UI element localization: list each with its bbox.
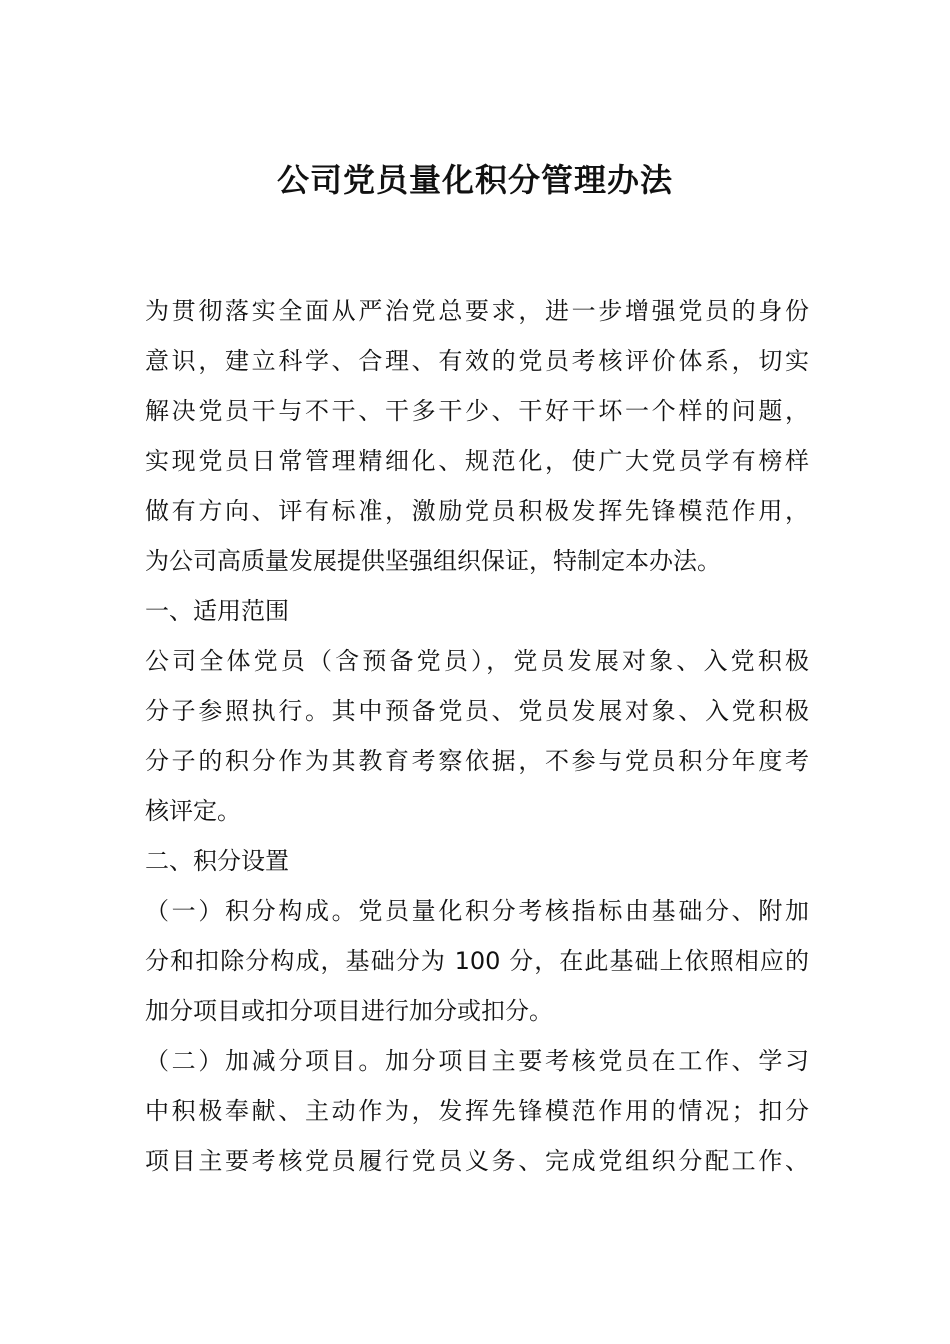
paragraph-line: 中积极奉献、主动作为，发挥先锋模范作用的情况；扣分 <box>145 1097 809 1125</box>
paragraph-line: （二）加减分项目。加分项目主要考核党员在工作、学习 <box>145 1047 809 1075</box>
section-heading: 二、积分设置 <box>145 847 289 875</box>
paragraph-line: 意识，建立科学、合理、有效的党员考核评价体系，切实 <box>145 347 809 375</box>
paragraph-line: 项目主要考核党员履行党员义务、完成党组织分配工作、 <box>145 1147 809 1175</box>
paragraph-line: 为贯彻落实全面从严治党总要求，进一步增强党员的身份 <box>145 297 809 325</box>
paragraph-line: 加分项目或扣分项目进行加分或扣分。 <box>145 997 553 1025</box>
document-body <box>145 286 809 1186</box>
paragraph-line: 公司全体党员（含预备党员），党员发展对象、入党积极 <box>145 647 809 675</box>
paragraph-line: 解决党员干与不干、干多干少、干好干坏一个样的问题， <box>145 397 809 425</box>
paragraph-line: 核评定。 <box>145 797 241 825</box>
paragraph-line: 实现党员日常管理精细化、规范化，使广大党员学有榜样 <box>145 447 809 475</box>
paragraph-line: 分子的积分作为其教育考察依据，不参与党员积分年度考 <box>145 747 809 775</box>
paragraph-line: 为公司高质量发展提供坚强组织保证，特制定本办法。 <box>145 547 721 575</box>
paragraph-line: 分子参照执行。其中预备党员、党员发展对象、入党积极 <box>145 697 809 725</box>
paragraph-line: （一）积分构成。党员量化积分考核指标由基础分、附加 <box>145 897 809 925</box>
document-title: 公司党员量化积分管理办法 <box>276 161 673 199</box>
paragraph-line: 做有方向、评有标准，激励党员积极发挥先锋模范作用， <box>145 497 809 525</box>
section-heading: 一、适用范围 <box>145 597 289 625</box>
paragraph-line: 分和扣除分构成，基础分为 100 分，在此基础上依照相应的 <box>145 947 809 975</box>
